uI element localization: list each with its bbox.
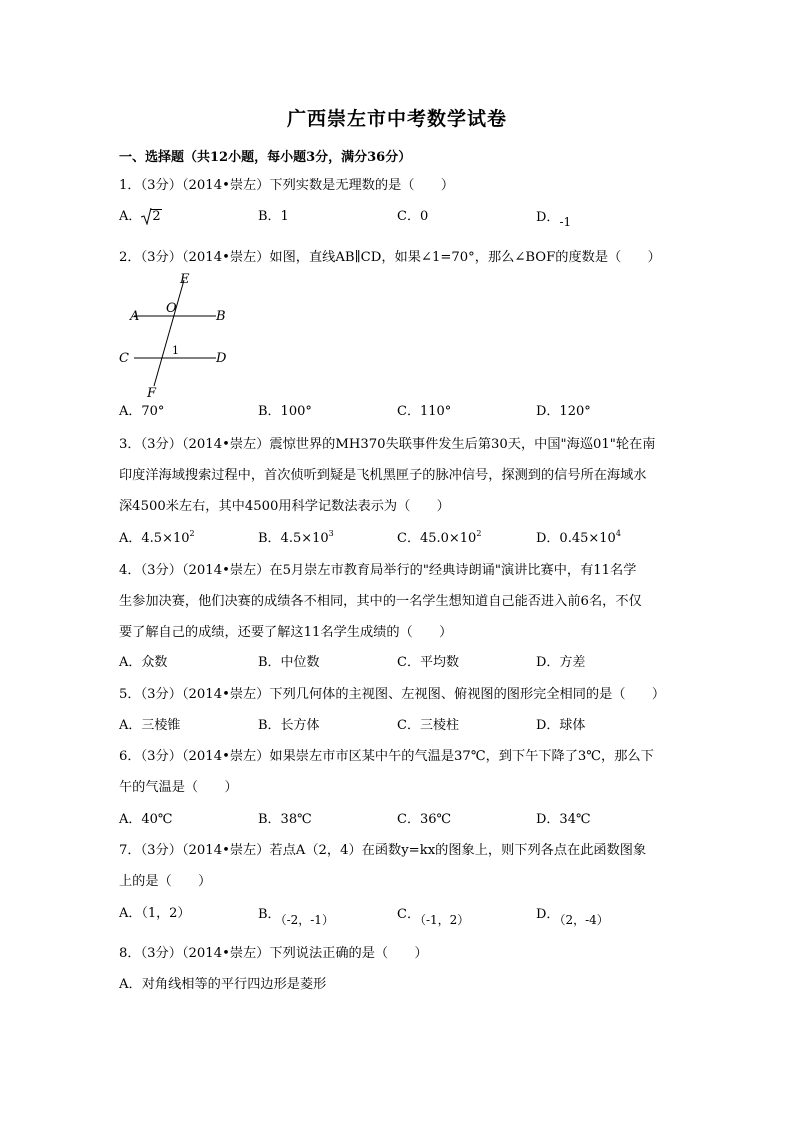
option-label: C． <box>397 907 420 922</box>
label-e: E <box>180 272 190 287</box>
q4-option-c: C．平均数 <box>397 655 459 670</box>
page-title: 广西崇左市中考数学试卷 <box>286 108 507 130</box>
q5-option-a: A．三棱锥 <box>119 718 181 733</box>
option-label: D． <box>536 210 560 225</box>
option-value: （-2，-1） <box>280 913 334 927</box>
exponent: 2 <box>189 529 195 538</box>
q4-option-a: A．众数 <box>119 655 168 670</box>
radicand: 2 <box>152 209 161 224</box>
q3-option-c <box>397 531 481 547</box>
q8-option-a: A．对角线相等的平行四边形是菱形 <box>119 977 327 992</box>
q2-option-b: B．100° <box>258 404 312 419</box>
exponent: 3 <box>328 529 334 538</box>
question-7-line-1: 7．（3分）（2014•崇左）若点A（2，4）在函数y=kx的图象上，则下列各点在此函数图象 <box>119 843 647 858</box>
q1-option-a <box>119 209 162 225</box>
question-8-stem: 8．（3分）（2014•崇左）下列说法正确的是（ ） <box>119 946 428 961</box>
q6-option-c: C．36℃ <box>397 812 452 827</box>
question-3-line-2: 印度洋海域搜索过程中，首次侦听到疑是飞机黑匣子的脉冲信号，探测到的信号所在海域水 <box>119 468 647 483</box>
q6-option-d: D．34℃ <box>536 812 591 827</box>
option-text: D．0.45×10 <box>536 531 616 546</box>
question-2-stem: 2．（3分）（2014•崇左）如图，直线AB∥CD，如果∠1=70°，那么∠BOF的度数是（ ） <box>119 250 661 265</box>
question-1-stem: 1．（3分）（2014•崇左）下列实数是无理数的是（ ） <box>119 178 455 193</box>
label-a: A <box>130 309 140 324</box>
q4-option-b: B．中位数 <box>258 655 320 670</box>
q3-option-d <box>536 531 621 547</box>
option-label: A． <box>119 209 142 224</box>
option-value: -1 <box>559 215 572 229</box>
q7-option-d <box>536 906 609 927</box>
q7-option-a: A．（1，2） <box>119 906 191 921</box>
q6-option-a: A．40℃ <box>119 812 173 827</box>
q5-option-b: B．长方体 <box>258 718 320 733</box>
q6-option-b: B．38℃ <box>258 812 312 827</box>
q1-option-d <box>536 209 572 229</box>
q2-option-d: D．120° <box>536 404 591 419</box>
label-o: O <box>166 301 177 316</box>
sqrt-expression <box>141 209 161 225</box>
option-text: C．45.0×10 <box>397 531 477 546</box>
section-heading: 一、选择题（共12小题，每小题3分，满分36分） <box>119 150 412 165</box>
question-4-line-2: 生参加决赛，他们决赛的成绩各不相同，其中的一名学生想知道自己能否进入前6名，不仅 <box>119 594 642 609</box>
radical-sign-icon <box>141 207 152 225</box>
option-text: B．4.5×10 <box>258 531 329 546</box>
option-label: B． <box>258 907 281 922</box>
exponent: 4 <box>615 529 621 538</box>
label-d: D <box>216 351 227 366</box>
option-value: （2，-4） <box>559 913 609 927</box>
question-5-stem: 5．（3分）（2014•崇左）下列几何体的主视图、左视图、俯视图的图形完全相同的是（ ） <box>119 687 666 702</box>
label-c: C <box>119 351 129 366</box>
q2-option-a: A．70° <box>119 404 165 419</box>
question-6-line-2: 午的气温是（ ） <box>119 780 238 795</box>
q3-option-a <box>119 531 195 547</box>
q7-option-b <box>258 906 334 927</box>
q1-option-c: C．0 <box>397 209 429 224</box>
question-3-line-1: 3．（3分）（2014•崇左）震惊世界的MH370失联事件发生后第30天，中国"海巡01"轮在南 <box>119 437 656 452</box>
parallel-lines-figure <box>116 268 246 402</box>
label-f: F <box>147 386 157 401</box>
question-7-line-2: 上的是（ ） <box>119 874 212 889</box>
label-b: B <box>216 309 226 324</box>
q2-option-c: C．110° <box>397 404 452 419</box>
option-text: A．4.5×10 <box>119 531 190 546</box>
question-6-line-1: 6．（3分）（2014•崇左）如果崇左市市区某中午的气温是37℃，到下午下降了3℃，那么下 <box>119 749 654 764</box>
question-3-line-3: 深4500米左右，其中4500用科学记数法表示为（ ） <box>119 499 450 514</box>
option-label: D． <box>536 907 560 922</box>
q5-option-d: D．球体 <box>536 718 586 733</box>
q4-option-d: D．方差 <box>536 655 586 670</box>
label-angle-1: 1 <box>172 344 179 357</box>
q5-option-c: C．三棱柱 <box>397 718 459 733</box>
question-4-line-3: 要了解自己的成绩，还要了解这11名学生成绩的（ ） <box>119 625 453 640</box>
q3-option-b <box>258 531 334 547</box>
q1-option-b: B．1 <box>258 209 289 224</box>
transversal-ef <box>154 280 184 386</box>
question-4-line-1: 4．（3分）（2014•崇左）在5月崇左市教育局举行的"经典诗朗诵"演讲比赛中，有11名学 <box>119 563 637 578</box>
option-value: （-1，2） <box>419 913 470 927</box>
exponent: 2 <box>476 529 482 538</box>
q7-option-c <box>397 906 470 927</box>
